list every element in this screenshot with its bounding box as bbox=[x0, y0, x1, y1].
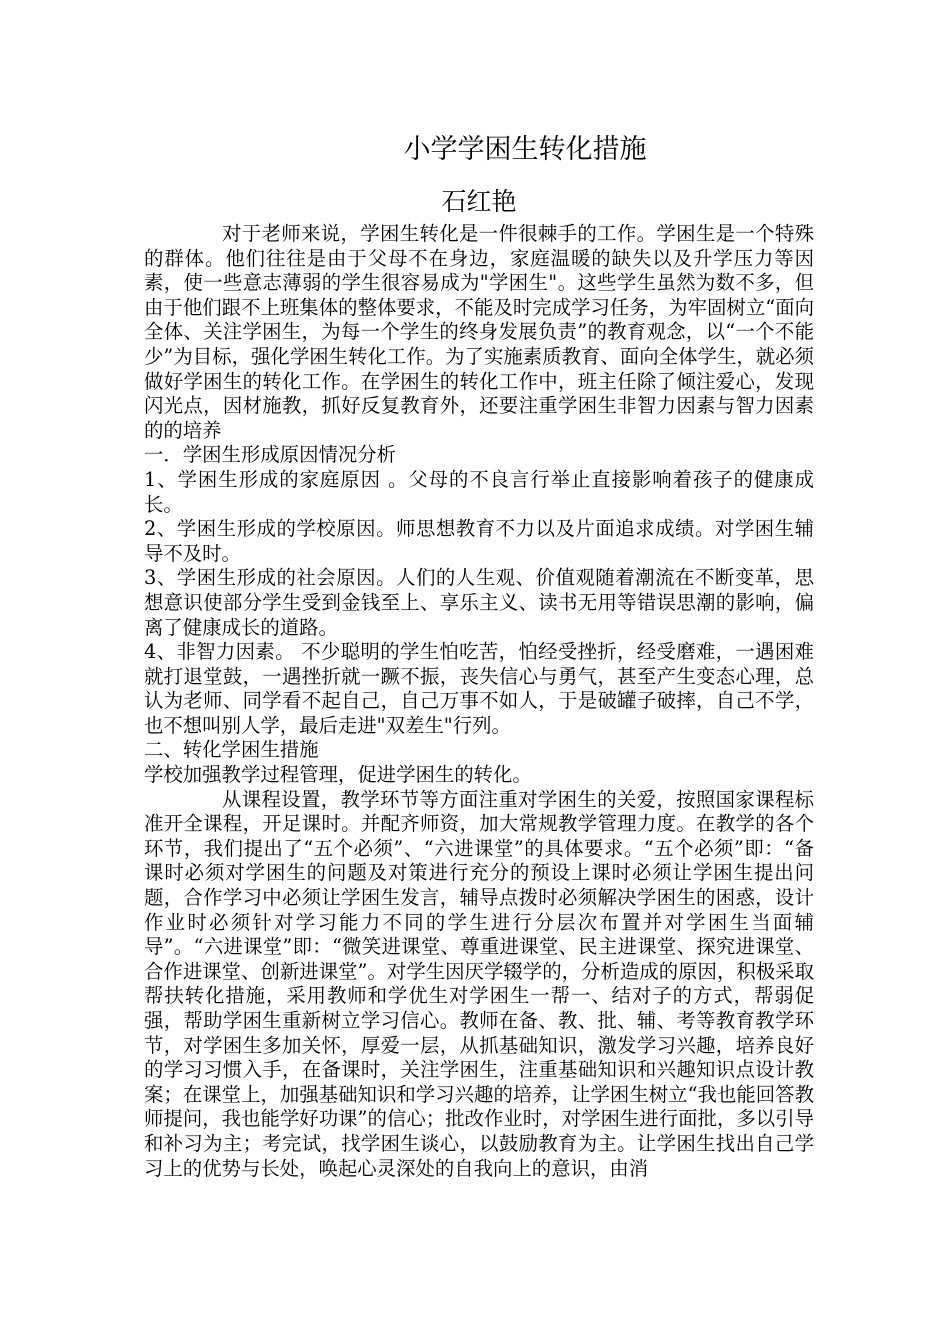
section-heading-measures: 二、转化学困生措施 bbox=[144, 738, 319, 762]
paragraph-non-intellectual-factors: 4、非智力因素。 不少聪明的学生怕吃苦，怕经受挫折，经受磨难，一遇困难就打退堂鼓，一遇挫折就一蹶不振，丧失信心与勇气，甚至产生变态心理，总认为老师、同学看不起自己，自己万事不如人，于是破罐子破摔，自己不学，也不想叫别人学，最后走进"双差生"行列。 bbox=[144, 640, 814, 737]
document-body bbox=[144, 222, 814, 1181]
paragraph-social-cause: 3、学困生形成的社会原因。人们的人生观、价值观随着潮流在不断变革，思想意识使部分学生受到金钱至上、享乐主义、读书无用等错误思潮的影响，偏离了健康成长的道路。 bbox=[144, 566, 814, 639]
paragraph-teaching-measures: 从课程设置，教学环节等方面注重对学困生的关爱，按照国家课程标准开全课程，开足课时。并配齐师资，加大常规教学管理力度。在教学的各个环节，我们提出了“五个必须”、“六进课堂”的具体要求。“五个必须”即：“备课时必须对学困生的问题及对策进行充分的预设上课时必须让学困生提出问题，合作学习中必须让学困生发言，辅导点拨时必须解决学困生的困惑，设计作业时必须针对学习能力不同的学生进行分层次布置并对学困生当面辅导”。“六进课堂”即：“微笑进课堂、尊重进课堂、民主进课堂、探究进课堂、合作进课堂、创新进课堂”。对学生因厌学辍学的，分析造成的原因，积极采取帮扶转化措施，采用教师和学优生对学困生一帮一、结对子的方式，帮弱促强，帮助学困生重新树立学习信心。教师在备、教、批、辅、考等教育教学环节，对学困生多加关怀，厚爱一层，从抓基础知识，激发学习兴趣，培养良好的学习习惯入手，在备课时，关注学困生，注重基础知识和兴趣知识点设计教案；在课堂上，加强基础知识和学习兴趣的培养，让学困生树立“我也能回答教师提问，我也能学好功课”的信心；批改作业时，对学困生进行面批，多以引导和补习为主；考完试，找学困生谈心，以鼓励教育为主。让学困生找出自己学习上的优势与长处，唤起心灵深处的自我向上的意识，由消 bbox=[144, 787, 814, 1180]
paragraph-intro: 对于老师来说，学困生转化是一件很棘手的工作。学困生是一个特殊的群体。他们往往是由于父母不在身边，家庭温暖的缺失以及升学压力等因素，使一些意志薄弱的学生很容易成为"学困生"。这些学生虽然为数不多，但由于他们跟不上班集体的整体要求，不能及时完成学习任务，为牢固树立“面向全体、关注学困生，为每一个学生的终身发展负责”的教育观念，以“一个不能少”为目标，强化学困生转化工作。为了实施素质教育、面向全体学生，就必须做好学困生的转化工作。在学困生的转化工作中，班主任除了倾注爱心，发现闪光点，因材施教，抓好反复教育外，还要注重学困生非智力因素与智力因素的的培养 bbox=[144, 222, 814, 442]
section-heading-causes: 一．学困生形成原因情况分析 bbox=[144, 443, 397, 467]
document-title: 小学学困生转化措施 bbox=[403, 134, 647, 165]
paragraph-family-cause: 1、学困生形成的家庭原因 。父母的不良言行举止直接影响着孩子的健康成长。 bbox=[144, 467, 814, 516]
paragraph-school-management: 学校加强教学过程管理，促进学困生的转化。 bbox=[144, 763, 532, 787]
paragraph-school-cause: 2、学困生形成的学校原因。师思想教育不力以及片面追求成绩。对学困生辅导不及时。 bbox=[144, 517, 814, 565]
document-author: 石红艳 bbox=[441, 187, 517, 216]
